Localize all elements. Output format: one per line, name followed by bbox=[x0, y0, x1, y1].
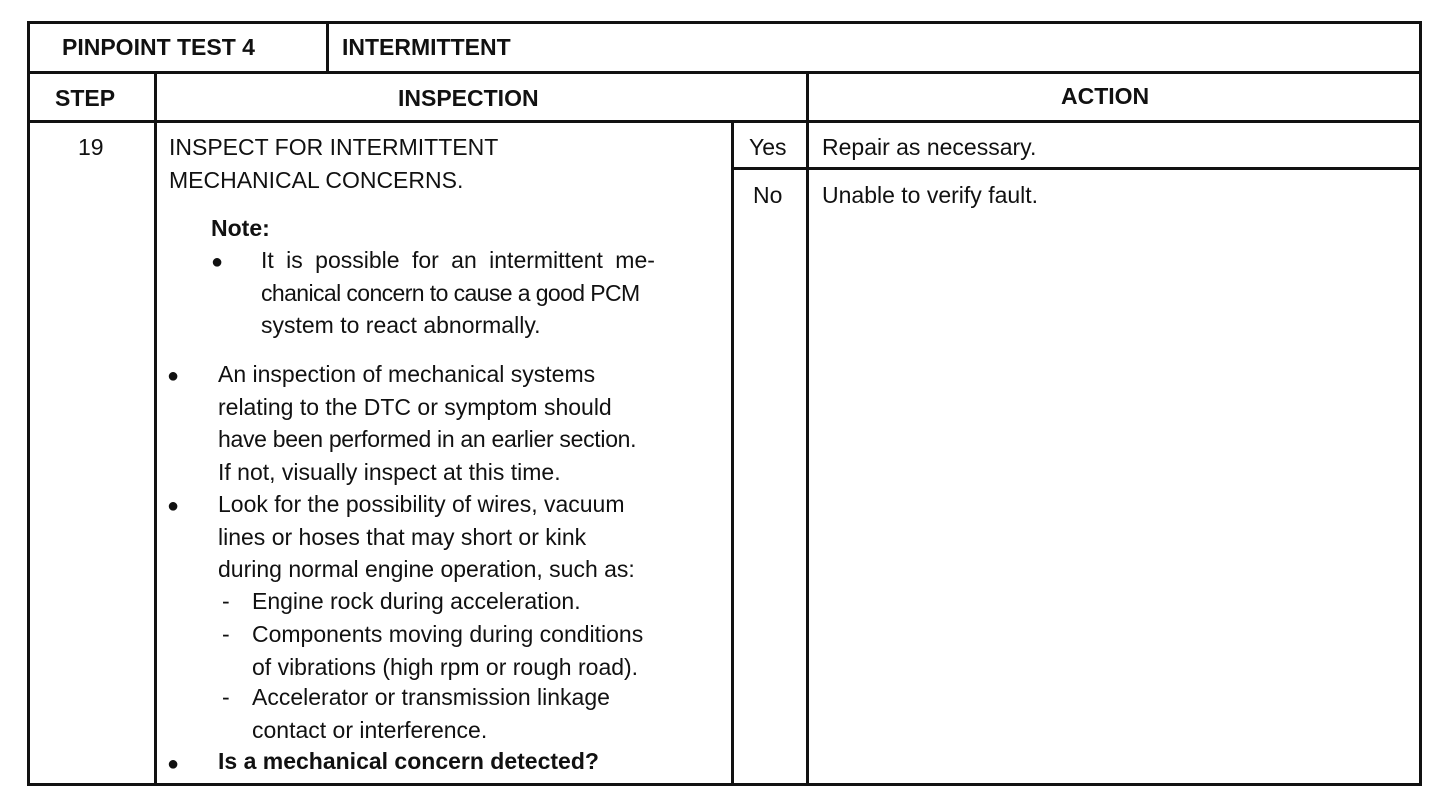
question-bullet-dot: ● bbox=[167, 753, 180, 775]
column-header-divider bbox=[27, 120, 1419, 123]
step-number: 19 bbox=[78, 134, 104, 160]
column-header-action: ACTION bbox=[1061, 83, 1150, 109]
action-no: Unable to verify fault. bbox=[822, 182, 1039, 208]
bullet-1-text: An inspection of mechanical systems relating to the DTC or symptom should have been performed in an earlier section. If not, visually inspect at this time. bbox=[218, 361, 637, 485]
yes-no-divider bbox=[732, 167, 1419, 170]
inspection-column-divider bbox=[806, 72, 809, 783]
sub-item-dash: - bbox=[222, 621, 230, 647]
column-header-step: STEP bbox=[55, 85, 116, 111]
sub-item-dash: - bbox=[222, 588, 230, 614]
header-divider bbox=[27, 71, 1419, 74]
sub-item-2: Components moving during conditions of vibrations (high rpm or rough road). bbox=[252, 621, 644, 680]
note-text: It is possible for an intermittent me- chanical concern to cause a good PCM system to react abnormally. bbox=[261, 247, 655, 338]
inspection-title: INSPECT FOR INTERMITTENT MECHANICAL CONCERNS. bbox=[169, 134, 499, 193]
sub-item-3: Accelerator or transmission linkage contact or interference. bbox=[252, 684, 610, 743]
action-yes: Repair as necessary. bbox=[822, 134, 1037, 160]
bullet-2-text: Look for the possibility of wires, vacuum lines or hoses that may short or kink during normal engine operation, such as: bbox=[218, 491, 635, 582]
test-name: INTERMITTENT bbox=[342, 34, 511, 60]
answer-yes: Yes bbox=[749, 134, 787, 160]
note-bullet: ● bbox=[211, 251, 224, 273]
answer-no: No bbox=[753, 182, 783, 208]
note-label: Note: bbox=[211, 215, 270, 241]
bullet-2-dot: ● bbox=[167, 495, 180, 517]
title-divider bbox=[326, 21, 329, 73]
sub-item-1: Engine rock during acceleration. bbox=[252, 588, 581, 614]
sub-item-dash: - bbox=[222, 684, 230, 710]
inspection-question: Is a mechanical concern detected? bbox=[218, 748, 599, 774]
bullet-1-dot: ● bbox=[167, 365, 180, 387]
answer-column-divider bbox=[731, 121, 734, 783]
column-header-inspection: INSPECTION bbox=[398, 85, 539, 111]
test-label: PINPOINT TEST 4 bbox=[62, 34, 255, 60]
step-column-divider bbox=[154, 72, 157, 783]
